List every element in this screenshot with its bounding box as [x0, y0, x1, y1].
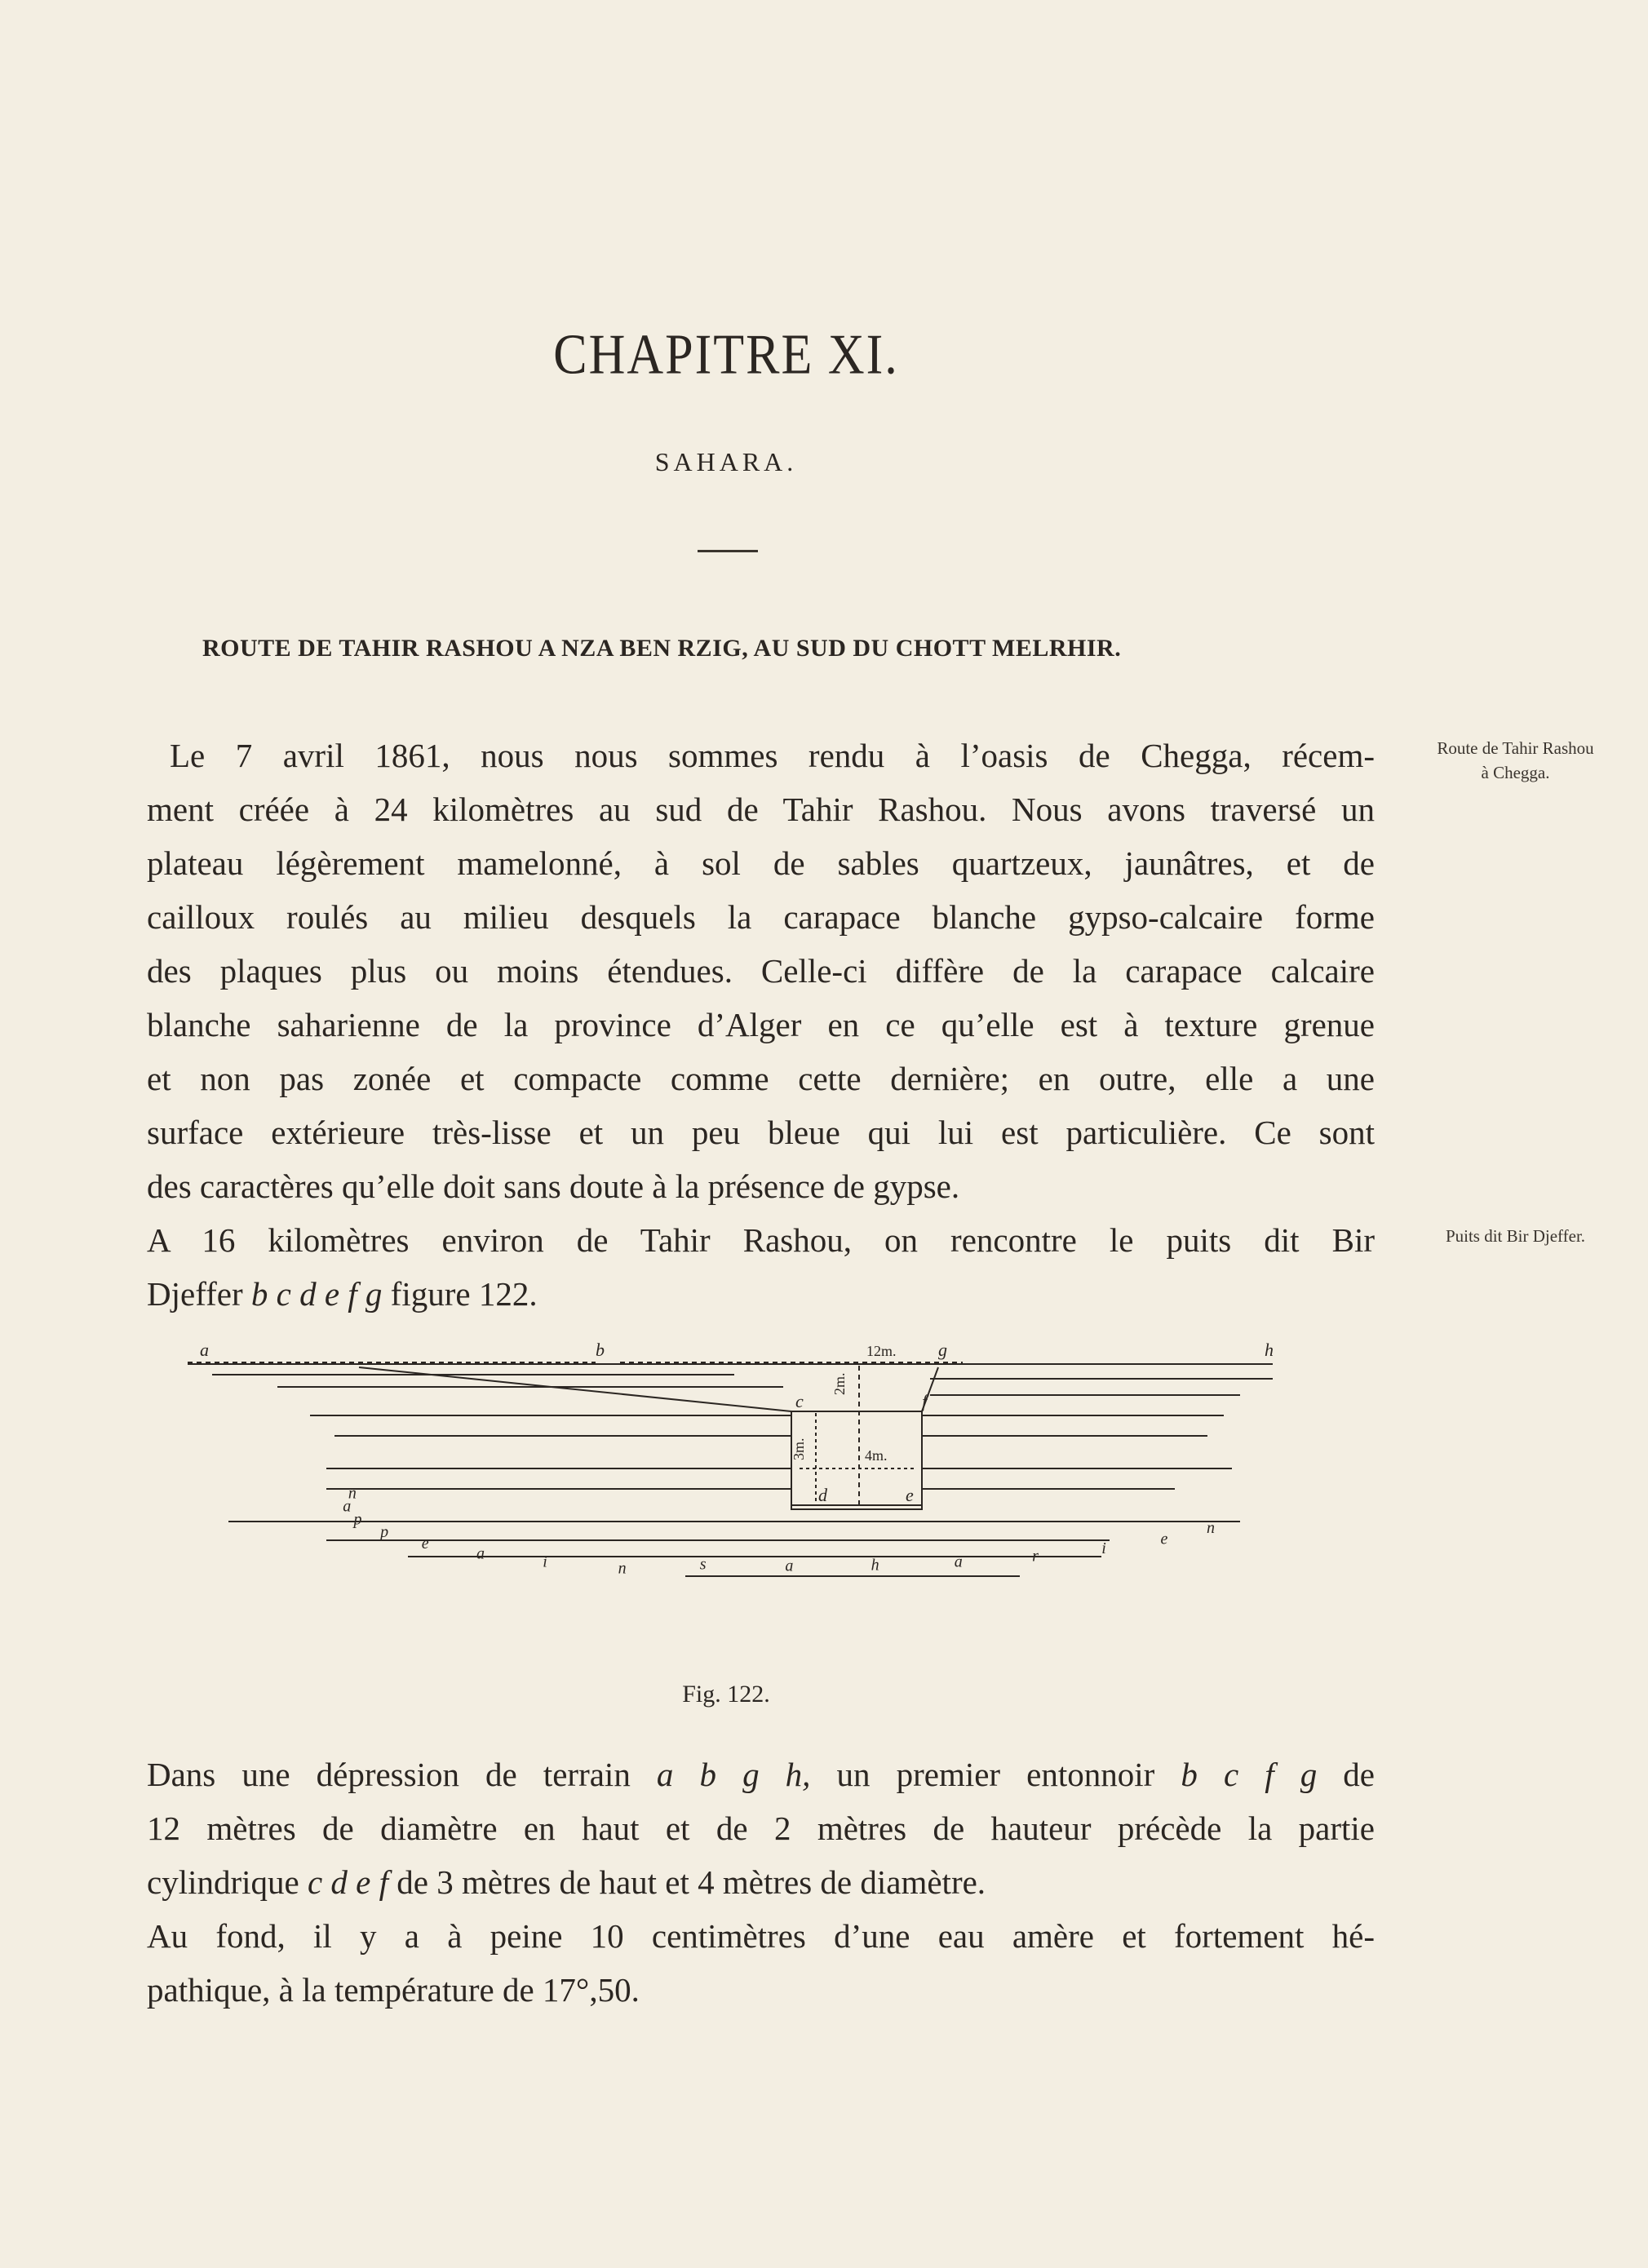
title-divider — [698, 550, 758, 552]
fig-dim-cylinder-height: 3m. — [791, 1437, 807, 1460]
text-fragment: Dans une dépression de terrain — [147, 1756, 657, 1793]
fig-label-e: e — [906, 1485, 914, 1505]
fig-dim-upper-height: 2m. — [831, 1372, 848, 1395]
water-table-letter: n — [348, 1484, 357, 1503]
paragraph-3 — [147, 1748, 1375, 1909]
paragraph-2 — [147, 1213, 1375, 1321]
water-table-letter: a — [785, 1557, 794, 1575]
fig-label-f: f — [922, 1391, 928, 1411]
text-fragment: Djeffer — [147, 1275, 251, 1313]
paragraph-line — [147, 1267, 1375, 1321]
text-fragment: figure 122. — [382, 1275, 538, 1313]
figure-caption: Fig. 122. — [682, 1681, 770, 1708]
water-table-letter: n — [618, 1559, 627, 1578]
water-table-letter: s — [699, 1555, 707, 1574]
margin-note-line: à Chegga. — [1481, 763, 1550, 782]
water-table-label — [343, 1485, 1215, 1578]
water-table-letter: a — [954, 1553, 963, 1571]
water-table-letter: i — [1101, 1539, 1106, 1558]
fig-label-a: a — [200, 1340, 209, 1360]
paragraph-line: des plaques plus ou moins étendues. Celle-ci diffère de la carapace calcaire — [147, 952, 1375, 990]
text-fragment: cylindrique — [147, 1863, 308, 1901]
well-cylinder — [791, 1411, 922, 1509]
paragraph-line: des caractères qu’elle doit sans doute à la présence de gypse. — [147, 1167, 960, 1205]
paragraph-line — [147, 1748, 1375, 1801]
fig-label-g: g — [938, 1340, 947, 1360]
text-fragment: de 3 mètres de haut et 4 mètres de diamètre. — [388, 1863, 986, 1901]
paragraph-line: ment créée à 24 kilomètres au sud de Tahir Rashou. Nous avons traversé un — [147, 791, 1375, 828]
paragraph-line: Le 7 avril 1861, nous nous sommes rendu à l’oasis de Chegga, récem- — [170, 737, 1375, 774]
water-table-letter: e — [1160, 1530, 1168, 1548]
paragraph-1 — [147, 729, 1375, 1213]
fig-label-d: d — [818, 1485, 827, 1505]
water-table-letter: h — [871, 1556, 879, 1575]
margin-note-line: Route de Tahir Rashou — [1437, 738, 1594, 758]
chapter-title: CHAPITRE XI. — [553, 323, 899, 387]
water-table-letter: a — [476, 1544, 485, 1563]
text-fragment: de — [1317, 1756, 1375, 1793]
figure-letters: b c f g — [1181, 1756, 1318, 1793]
water-table-letter: p — [380, 1523, 389, 1541]
text-fragment: un premier entonnoir — [810, 1756, 1181, 1793]
fig-dim-top: 12m. — [866, 1343, 897, 1359]
paragraph-4 — [147, 1909, 1375, 2017]
figure-letters: c d e f — [307, 1863, 389, 1901]
paragraph-line: Au fond, il y a à peine 10 centimètres d’une eau amère et fortement hé- — [147, 1917, 1375, 1955]
fig-label-b: b — [596, 1340, 605, 1360]
paragraph-line: A 16 kilomètres environ de Tahir Rashou, on rencontre le puits dit Bir — [147, 1221, 1375, 1259]
section-title: SAHARA. — [654, 447, 798, 476]
paragraph-line: 12 mètres de diamètre en haut et de 2 mètres de hauteur précède la partie — [147, 1810, 1375, 1847]
fig-label-h: h — [1265, 1340, 1274, 1360]
paragraph-line — [147, 1855, 1375, 1909]
margin-note-route — [1391, 736, 1640, 785]
water-table-letter: r — [1032, 1547, 1039, 1566]
water-table-letter: e — [421, 1535, 429, 1553]
margin-note-well: Puits dit Bir Djeffer. — [1445, 1226, 1586, 1246]
paragraph-line: surface extérieure très-lisse et un peu bleue qui lui est particulière. Ce sont — [147, 1114, 1375, 1151]
water-table-letter: n — [1207, 1518, 1215, 1537]
paragraph-line: plateau légèrement mamelonné, à sol de sables quartzeux, jaunâtres, et de — [147, 844, 1375, 882]
water-table-letter: a — [343, 1497, 352, 1516]
figure-letters: a b g h, — [656, 1756, 811, 1793]
paragraph-line: cailloux roulés au milieu desquels la carapace blanche gypso-calcaire forme — [147, 898, 1375, 936]
water-table-letter: p — [353, 1510, 362, 1529]
fig-label-c: c — [795, 1391, 804, 1411]
paragraph-line: pathique, à la température de 17°,50. — [147, 1971, 640, 2009]
figure-122-cross-section — [163, 1338, 1346, 1648]
figure-letters: b c d e f g — [250, 1275, 383, 1313]
water-table-letter: i — [543, 1553, 547, 1571]
paragraph-line: et non pas zonée et compacte comme cette dernière; en outre, elle a une — [147, 1060, 1375, 1097]
paragraph-line: blanche saharienne de la province d’Alger en ce qu’elle est à texture grenue — [147, 1006, 1375, 1043]
fig-dim-diameter: 4m. — [865, 1447, 888, 1464]
route-heading: ROUTE DE TAHIR RASHOU A NZA BEN RZIG, AU SUD DU CHOTT MELRHIR. — [202, 635, 1122, 662]
